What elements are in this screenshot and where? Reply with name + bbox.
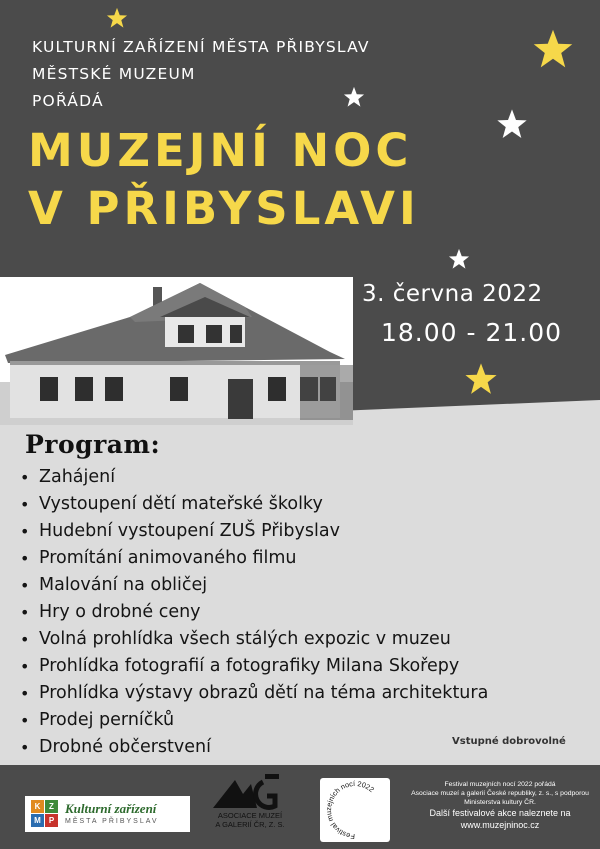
list-item: • Vystoupení dětí mateřské školky (12, 491, 582, 518)
star-icon (464, 362, 498, 396)
kzmp-subtitle: MĚSTA PŘIBYSLAV (65, 818, 159, 825)
entry-note: Vstupné dobrovolné (452, 736, 566, 747)
list-item: • Prohlídka výstavy obrazů dětí na téma architektura (12, 680, 582, 707)
festival-logo (320, 778, 390, 842)
star-icon (496, 108, 528, 140)
kzmp-letter: P (45, 814, 58, 827)
list-item: • Promítání animovaného filmu (12, 545, 582, 572)
kzmp-letter: Z (45, 800, 58, 813)
list-item: • Prohlídka fotografií a fotografiky Milana Skořepy (12, 653, 582, 680)
event-time: 18.00 - 21.00 (381, 318, 563, 347)
program-list (12, 464, 582, 761)
title-line-1: MUZEJNÍ NOC (28, 124, 413, 177)
program-heading: Program: (25, 430, 161, 459)
organizer-line-3: POŘÁDÁ (32, 92, 104, 110)
footer-line-3: Ministerstva kultury ČR. (464, 799, 536, 806)
footer-line-2: Asociace muzeí a galerií České republiky, z. s., s podporou (411, 790, 589, 797)
amg-text (205, 811, 295, 829)
list-item: • Drobné občerstvení (12, 734, 582, 761)
event-date: 3. června 2022 (362, 281, 543, 307)
list-item: • Prodej perníčků (12, 707, 582, 734)
kzmp-letter: K (31, 800, 44, 813)
moon-icon (340, 790, 360, 830)
museum-photo (0, 277, 353, 425)
list-item: • Malování na obličej (12, 572, 582, 599)
kzmp-mark (31, 800, 59, 828)
kzmp-name: Kulturní zařízení (65, 801, 157, 816)
footer-line-4: Další festivalové akce naleznete na (429, 808, 571, 818)
list-item: • Hry o drobné ceny (12, 599, 582, 626)
organizer-line-1: KULTURNÍ ZAŘÍZENÍ MĚSTA PŘIBYSLAV (32, 38, 370, 56)
footer-info (405, 780, 595, 831)
star-icon (448, 248, 470, 270)
list-item: • Zahájení (12, 464, 582, 491)
organizer-line-2: MĚSTSKÉ MUZEUM (32, 65, 196, 83)
kzmp-logo (25, 796, 190, 832)
title-line-2: V PŘIBYSLAVI (28, 182, 420, 235)
list-item: • Hudební vystoupení ZUŠ Přibyslav (12, 518, 582, 545)
amg-line-1: ASOCIACE MUZEÍ (217, 811, 283, 820)
footer-line-1: Festival muzejních nocí 2022 pořádá (444, 781, 556, 788)
star-icon (343, 86, 365, 108)
kzmp-letter: M (31, 814, 44, 827)
amg-line-2: A GALERIÍ ČR, Z. S. (215, 820, 285, 829)
star-icon (106, 7, 128, 29)
star-icon (532, 28, 574, 70)
amg-mark (205, 772, 295, 812)
list-item: • Volná prohlídka všech stálých expozic v muzeu (12, 626, 582, 653)
footer-website-link[interactable]: www.muzejninoc.cz (460, 820, 540, 830)
festival-ring-text: Festival muzejních nocí 2022 (324, 778, 376, 842)
amg-logo (205, 772, 295, 836)
